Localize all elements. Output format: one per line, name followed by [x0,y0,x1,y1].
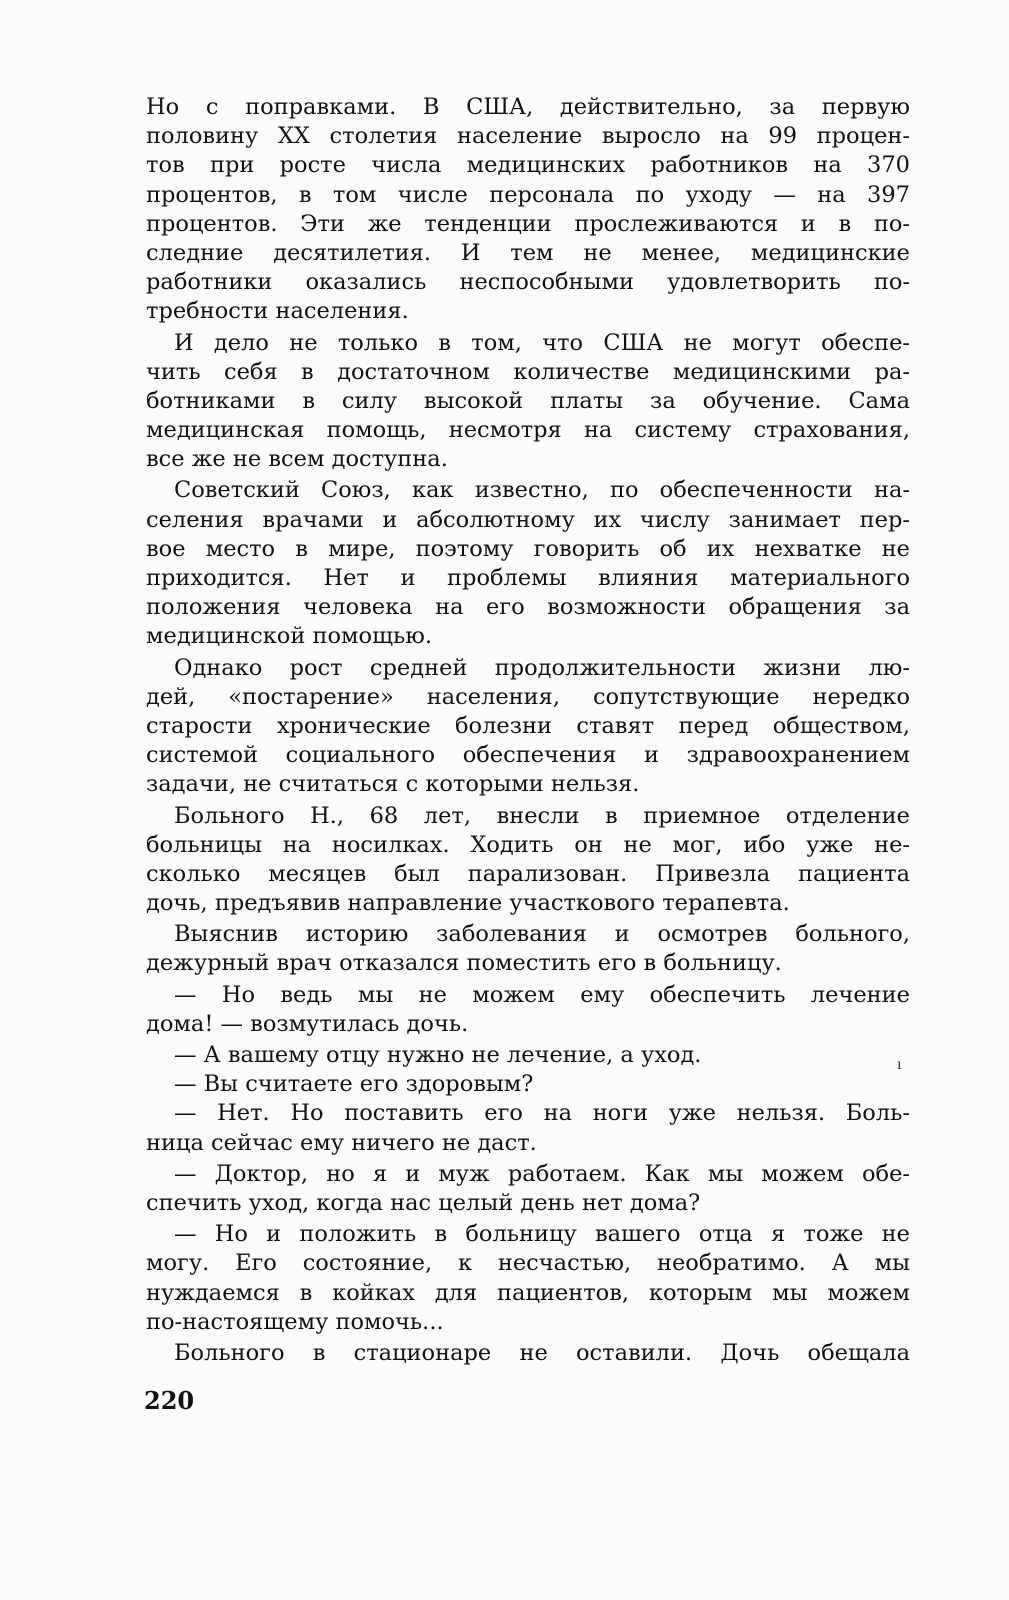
text-line: дей, «постарение» населения, сопутствующие нередко [146,683,910,710]
text-line: дочь, предъявив направление участкового терапевта. [146,890,790,917]
text-line: И дело не только в том, что США не могут обеспе- [174,329,910,356]
text-line: Больного Н., 68 лет, внесли в приемное отделение [174,802,910,829]
text-line: могу. Его состояние, к несчастью, необратимо. А мы [146,1250,910,1277]
text-line: Но с поправками. В США, действительно, за первую [146,94,910,120]
text-line: процентов. Эти же тенденции прослеживаются и в по- [146,210,910,237]
text-line: задачи, не считаться с которыми нельзя. [146,771,640,798]
text-line: — Нет. Но поставить его на ноги уже нельзя. Боль- [174,1100,910,1127]
text-line: селения врачами и абсолютному их числу занимает пер- [146,506,910,533]
text-line: вое место в мире, поэтому говорить об их нехватке не [146,535,910,562]
text-line: ботниками в силу высокой платы за обучение. Сама [146,387,910,414]
text-line: положения человека на его возможности обращения за [146,594,910,621]
text-line: старости хронические болезни ставят перед обществом, [146,712,910,739]
text-line: больницы на носилках. Ходить он не мог, ибо уже не- [146,831,910,858]
text-line: нуждаемся в койках для пациентов, которым мы можем [146,1279,910,1306]
text-line: приходится. Нет и проблемы влияния материального [146,565,910,591]
text-line: дома! — возмутилась дочь. [146,1010,469,1037]
page-number: 220 [144,1386,195,1415]
text-line: — Вы считаете его здоровым? [174,1071,534,1098]
text-line: Советский Союз, как известно, по обеспеченности на- [174,477,910,504]
text-line: чить себя в достаточном количестве медицинскими ра- [146,358,910,385]
text-line: — Но и положить в больницу вашего отца я тоже не [174,1221,910,1248]
text-line: работники оказались неспособными удовлетворить по- [146,269,910,296]
text-line: половину XX столетия население выросло на 99 процен- [146,123,910,150]
text-line: системой социального обеспечения и здравоохранением [146,742,910,769]
text-line: медицинской помощью. [146,623,432,650]
text-line: спечить уход, когда нас целый день нет дома? [146,1189,701,1216]
text-line: дежурный врач отказался поместить его в больницу. [146,950,782,977]
text-line: Однако рост средней продолжительности жизни лю- [174,654,910,681]
text-line: — Но ведь мы не можем ему обеспечить лечение [174,981,910,1008]
text-line: медицинская помощь, несмотря на систему страхования, [146,417,910,444]
text-line: тов при росте числа медицинских работников на 370 [146,152,910,179]
text-line: — А вашему отцу нужно не лечение, а уход. [174,1042,702,1068]
text-line: сколько месяцев был парализован. Привезла пациента [146,860,910,887]
text-line: следние десятилетия. И тем не менее, медицинские [146,239,910,266]
text-line: требности населения. [146,298,409,325]
text-line: ница сейчас ему ничего не даст. [146,1129,537,1156]
text-line: процентов, в том числе персонала по уходу — на 397 [146,181,910,208]
text-line: Выяснив историю заболевания и осмотрев больного, [174,921,910,948]
text-line: по-настоящему помочь... [146,1308,444,1335]
text-line: — Доктор, но я и муж работаем. Как мы можем обе- [174,1160,910,1187]
body-text [146,93,910,1368]
text-line: все же не всем доступна. [146,446,448,473]
scan-artifact: ı [897,1057,902,1073]
text-line: Больного в стационаре не оставили. Дочь обещала [174,1339,910,1366]
